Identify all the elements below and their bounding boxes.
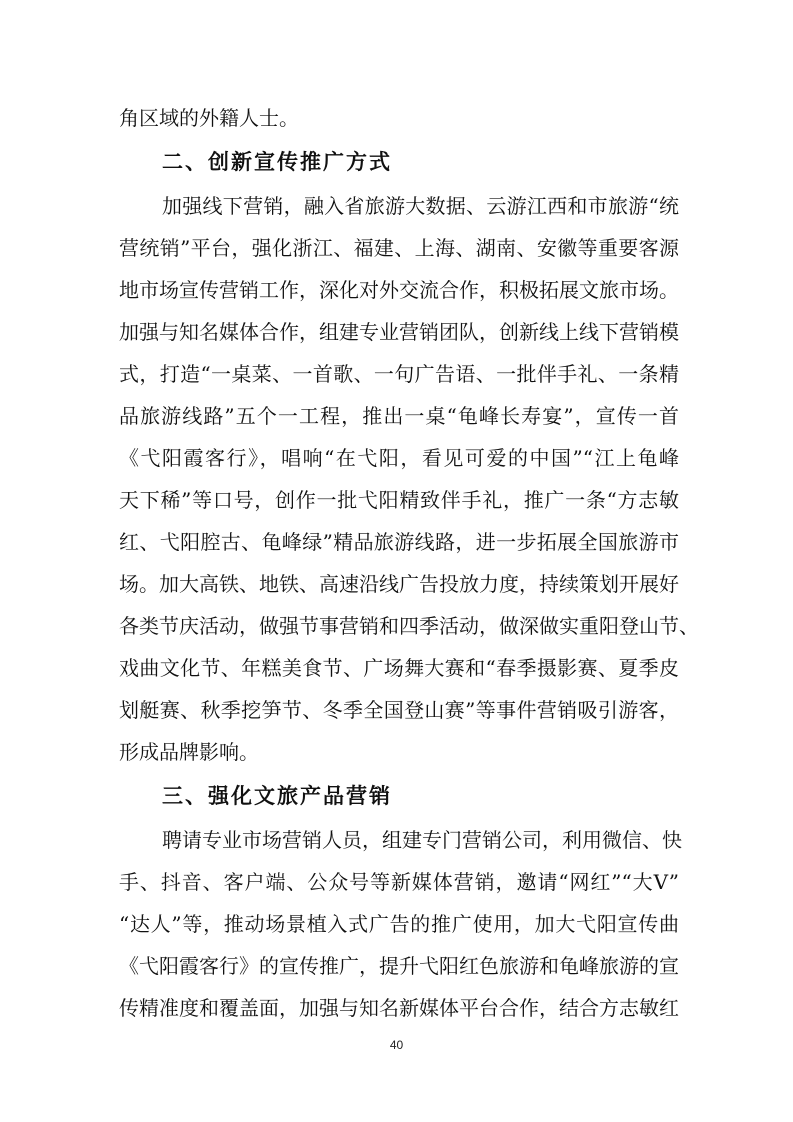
paragraph-line: 天下稀”等口号，创作一批弋阳精致伴手礼，推广一条“方志敏 (119, 488, 679, 512)
paragraph-line: 戏曲文化节、年糕美食节、广场舞大赛和“春季摄影赛、夏季皮 (119, 656, 679, 680)
paragraph-line: 划艇赛、秋季挖笋节、冬季全国登山赛”等事件营销吸引游客， (119, 698, 679, 722)
paragraph-line: 加强线下营销，融入省旅游大数据、云游江西和市旅游“统 (162, 194, 679, 218)
paragraph-line: 《弋阳霞客行》的宣传推广，提升弋阳红色旅游和龟峰旅游的宣 (119, 954, 679, 978)
paragraph-line: 《弋阳霞客行》，唱响“在弋阳，看见可爱的中国”“江上龟峰 (119, 446, 679, 470)
paragraph-line: 红、弋阳腔古、龟峰绿”精品旅游线路，进一步拓展全国旅游市 (119, 530, 679, 554)
paragraph-line: 聘请专业市场营销人员，组建专门营销公司，利用微信、快 (162, 828, 682, 852)
paragraph-line: 手、抖音、客户端、公众号等新媒体营销，邀请“网红”“大V” (119, 870, 679, 894)
paragraph-line: 地市场宣传营销工作，深化对外交流合作，积极拓展文旅市场。 (119, 278, 679, 302)
paragraph-line: 品旅游线路”五个一工程，推出一桌“龟峰长寿宴”，宣传一首 (119, 404, 679, 428)
paragraph-line: 各类节庆活动，做强节事营销和四季活动，做深做实重阳登山节、 (119, 614, 699, 638)
paragraph-line: 式，打造“一桌菜、一首歌、一句广告语、一批伴手礼、一条精 (119, 362, 679, 386)
section-heading-2: 二、创新宣传推广方式 (162, 150, 392, 174)
paragraph-line: 形成品牌影响。 (119, 740, 259, 764)
paragraph-line: 营统销”平台，强化浙江、福建、上海、湖南、安徽等重要客源 (119, 236, 679, 260)
paragraph-line: 角区域的外籍人士。 (119, 106, 299, 130)
paragraph-line: 场。加大高铁、地铁、高速沿线广告投放力度，持续策划开展好 (119, 572, 679, 596)
section-heading-3: 三、强化文旅产品营销 (162, 784, 392, 808)
paragraph-line: “达人”等，推动场景植入式广告的推广使用，加大弋阳宣传曲 (119, 912, 679, 936)
paragraph-line: 加强与知名媒体合作，组建专业营销团队，创新线上线下营销模 (119, 320, 679, 344)
page-number: 40 (389, 1038, 404, 1052)
paragraph-line: 传精准度和覆盖面，加强与知名新媒体平台合作，结合方志敏红 (119, 996, 679, 1020)
